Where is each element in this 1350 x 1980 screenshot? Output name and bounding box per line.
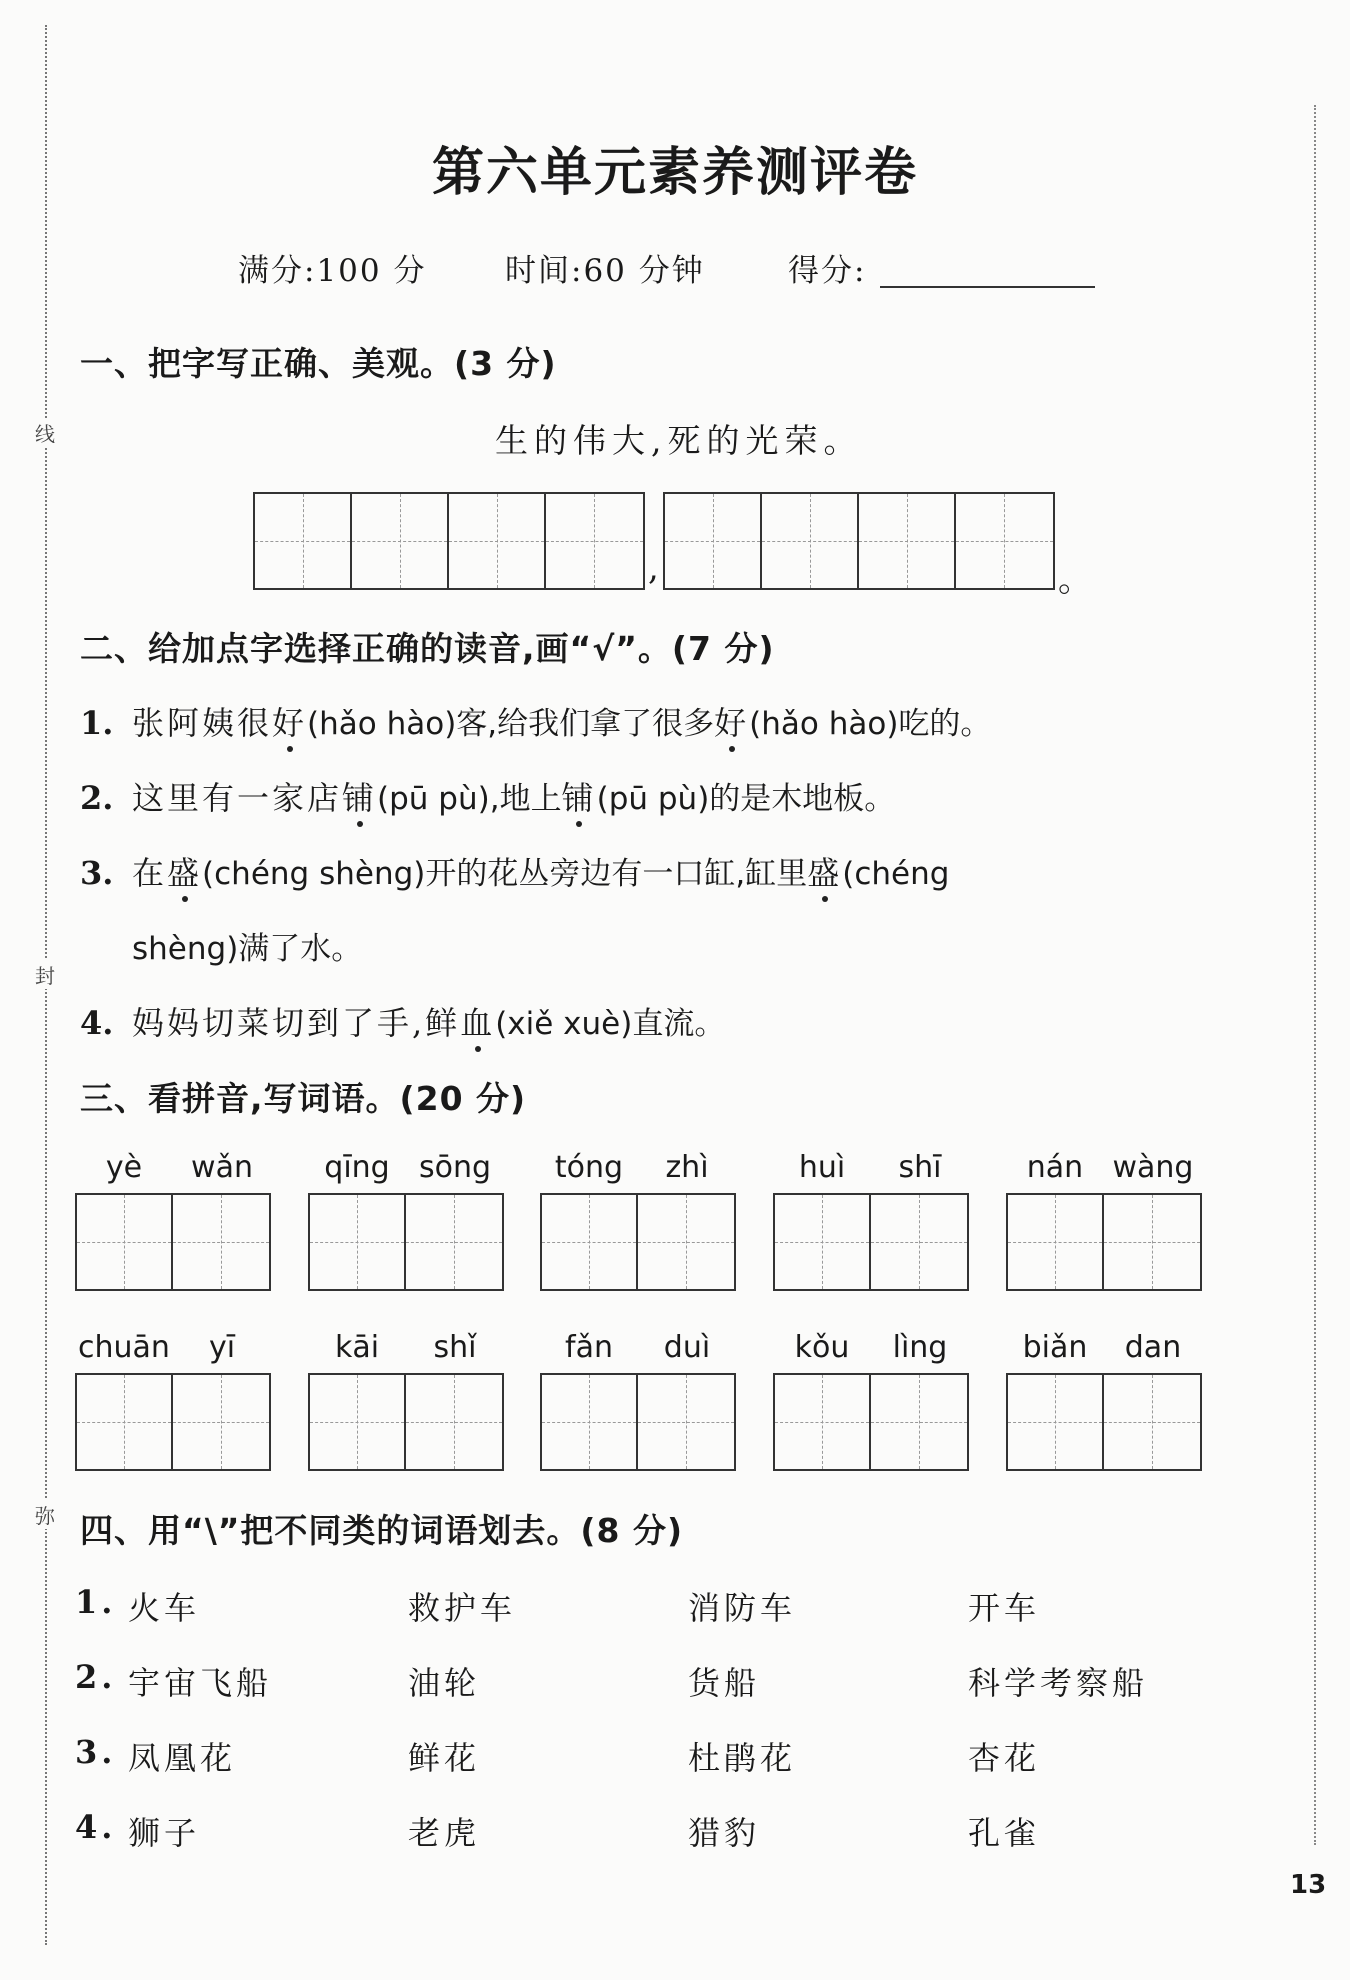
question-number: 3. [75,1733,117,1771]
word-option[interactable]: 鲜花 [408,1739,481,1777]
question-number: 4. [75,1808,117,1846]
pinyin-options[interactable]: (pū pù)的是木地板。 [596,781,896,817]
pinyin-label: wàng [1112,1150,1194,1185]
pinyin-label: kǒu [794,1330,850,1365]
word-writing-grid[interactable] [308,1193,504,1291]
question-number: 2. [75,1658,117,1696]
word-writing-grid[interactable] [773,1373,969,1471]
writing-grid-left[interactable] [253,492,645,590]
margin-char-mi: 弥 [30,1500,60,1529]
question-number: 3. [80,854,114,892]
grid-cell[interactable] [406,1375,502,1469]
question-number: 1. [75,1583,117,1621]
pinyin-options[interactable]: (chéng shèng)开的花丛旁边有一口缸,缸里 [202,856,808,892]
full-score: 满分:100 分 [238,253,427,289]
word-writing-grid[interactable] [773,1193,969,1291]
pinyin-label: yī [208,1330,236,1365]
grid-cell[interactable] [310,1195,406,1289]
grid-cell[interactable] [762,494,859,588]
dotted-char: 铺 [342,779,378,817]
grid-cell[interactable] [775,1195,871,1289]
pinyin-label: kāi [334,1330,380,1365]
word-option[interactable]: 杏花 [968,1739,1041,1777]
word-writing-grid[interactable] [308,1373,504,1471]
question-number: 4. [80,1004,114,1042]
question-row [80,923,362,968]
word-option[interactable]: 老虎 [408,1814,481,1852]
word-writing-grid[interactable] [1006,1193,1202,1291]
pinyin-label: shǐ [433,1330,477,1365]
grid-cell[interactable] [310,1375,406,1469]
question-number: 2. [80,779,114,817]
section3-heading: 三、看拼音,写词语。(20 分) [80,1079,527,1118]
page-title: 第六单元素养测评卷 [431,143,918,203]
pinyin-label: wǎn [191,1150,253,1185]
word-option[interactable]: 孔雀 [968,1814,1041,1852]
grid-cell[interactable] [1104,1375,1200,1469]
grid-cell[interactable] [638,1375,734,1469]
question-text: shèng)满了水。 [132,931,363,967]
question-text: 在 [132,854,168,892]
pinyin-label: lìng [892,1330,948,1365]
question-row [80,848,949,894]
word-option[interactable]: 科学考察船 [968,1664,1149,1702]
pinyin-label: tóng [554,1150,624,1185]
grid-cell[interactable] [77,1195,173,1289]
section2-heading: 二、给加点字选择正确的读音,画“√”。(7 分) [80,629,775,668]
grid-cell[interactable] [871,1375,967,1469]
page-number: 13 [1290,1870,1327,1900]
pinyin-label: yè [105,1150,143,1185]
grid-cell[interactable] [871,1195,967,1289]
word-option[interactable]: 凤凰花 [128,1739,237,1777]
dotted-char: 盛 [807,854,843,892]
pinyin-label: dan [1124,1330,1182,1365]
grid-cell[interactable] [542,1195,638,1289]
dotted-char: 盛 [167,854,203,892]
grid-cell[interactable] [406,1195,502,1289]
period-mark: 。 [1058,560,1092,600]
grid-cell[interactable] [77,1375,173,1469]
grid-cell[interactable] [859,494,956,588]
dotted-char: 铺 [561,779,597,817]
word-option[interactable]: 宇宙飞船 [128,1664,273,1702]
dotted-char: 好 [272,704,308,742]
comma-mark: , [648,548,659,588]
grid-cell[interactable] [638,1195,734,1289]
question-number: 1. [80,704,114,742]
section1-sentence: 生的伟大,死的光荣。 [495,421,863,460]
question-text: 张阿姨很 [132,704,273,742]
pinyin-options[interactable]: (chéng [842,856,950,892]
margin-char-feng: 封 [30,960,60,989]
grid-cell[interactable] [542,1375,638,1469]
word-option[interactable]: 救护车 [408,1589,517,1627]
pinyin-label: qīng [324,1150,390,1185]
word-writing-grid[interactable] [540,1193,736,1291]
grid-cell[interactable] [1104,1195,1200,1289]
grid-cell[interactable] [173,1375,269,1469]
time-limit: 时间:60 分钟 [505,253,705,289]
pinyin-options[interactable]: (xiě xuè)直流。 [495,1006,726,1042]
section1-heading: 一、把字写正确、美观。(3 分) [80,344,557,383]
word-option[interactable]: 狮子 [128,1814,201,1852]
grid-cell[interactable] [775,1375,871,1469]
pinyin-options[interactable]: (hǎo hào)客,给我们拿了很多 [307,706,715,742]
word-writing-grid[interactable] [75,1373,271,1471]
score-label: 得分: [788,253,867,289]
pinyin-label: sōng [418,1150,492,1185]
grid-cell[interactable] [255,494,352,588]
word-option[interactable]: 油轮 [408,1664,481,1702]
grid-cell[interactable] [1008,1195,1104,1289]
grid-cell[interactable] [1008,1375,1104,1469]
pinyin-label: fǎn [565,1330,613,1365]
question-row [80,998,725,1044]
writing-grid-right[interactable] [663,492,1055,590]
word-writing-grid[interactable] [75,1193,271,1291]
grid-cell[interactable] [665,494,762,588]
grid-cell[interactable] [956,494,1053,588]
question-text: 这里有一家店 [132,779,343,817]
word-writing-grid[interactable] [1006,1373,1202,1471]
question-row [80,698,991,744]
word-option[interactable]: 货船 [688,1664,761,1702]
grid-cell[interactable] [352,494,449,588]
pinyin-label: huì [798,1150,846,1185]
word-option[interactable]: 消防车 [688,1589,797,1627]
right-margin-line [1314,105,1316,1845]
pinyin-label: duì [663,1330,711,1365]
pinyin-options[interactable]: (hǎo hào)吃的。 [749,706,992,742]
word-option[interactable]: 猎豹 [688,1814,761,1852]
pinyin-label: nán [1026,1150,1084,1185]
grid-cell[interactable] [546,494,643,588]
pinyin-options[interactable]: (pū pù),地上 [377,781,562,817]
pinyin-label: biǎn [1022,1330,1088,1365]
dotted-char: 血 [460,1004,496,1042]
question-text: 妈妈切菜切到了手,鲜 [132,1004,461,1042]
grid-cell[interactable] [173,1195,269,1289]
word-option[interactable]: 火车 [128,1589,201,1627]
score-blank[interactable] [880,286,1095,288]
word-option[interactable]: 开车 [968,1589,1041,1627]
grid-cell[interactable] [449,494,546,588]
margin-char-xian: 线 [30,418,60,447]
word-writing-grid[interactable] [540,1373,736,1471]
word-option[interactable]: 杜鹃花 [688,1739,797,1777]
pinyin-label: shī [898,1150,942,1185]
pinyin-label: chuān [78,1330,170,1365]
section4-heading: 四、用“\”把不同类的词语划去。(8 分) [80,1511,684,1550]
pinyin-label: zhì [665,1150,709,1185]
question-row [80,773,895,819]
dotted-char: 好 [714,704,750,742]
